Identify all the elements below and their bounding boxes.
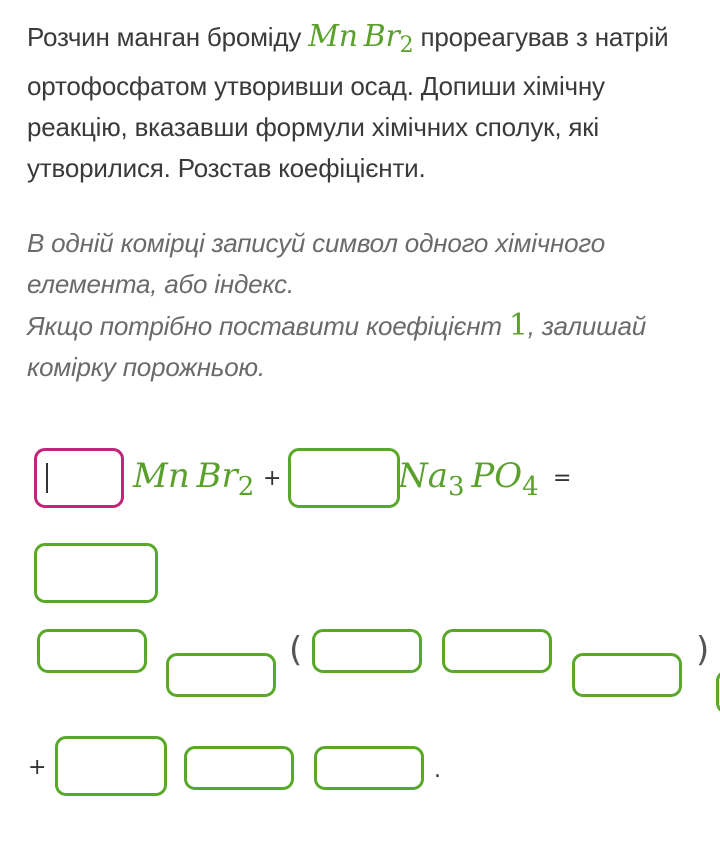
period: . [434,758,441,783]
element-input-4[interactable] [184,746,294,790]
text-caret [46,463,48,493]
close-parenthesis: ) [696,630,710,670]
open-parenthesis: ( [289,630,303,670]
task-text-end: прореагував з натрій ортофосфатом утворивши осад. Допиши хімічну реакцію, вказавши формули хімічних сполук, які утворилися. Розстав коефіцієнти. [27,22,669,183]
task-text [27,16,707,189]
element-input-1[interactable] [37,629,147,673]
element-input-2[interactable] [312,629,422,673]
coefficient-input-product1[interactable] [34,543,158,603]
coefficient-input-product2[interactable] [55,736,167,796]
plus-sign: + [263,466,282,491]
coefficient-input-na3po4[interactable] [288,448,400,508]
task-text-start: Розчин манган броміду [27,22,302,52]
element-input-5[interactable] [314,746,424,790]
plus-sign-2: + [28,755,47,780]
hint-line-2: Якщо потрібно поставити коефіцієнт [27,311,502,341]
formula-mnbr2-equation: Mn $Br_2$ [133,456,255,502]
hint-coefficient: 1 [508,308,528,343]
index-input-1[interactable] [166,653,276,697]
coefficient-input-mnbr2[interactable] [34,448,124,508]
hint-text [27,223,687,388]
index-input-3-partial[interactable] [716,670,720,714]
hint-line-1: В одній комірці записуй символ одного хімічного елемента, або індекс. [27,228,606,299]
element-input-3[interactable] [442,629,552,673]
formula-mnbr2: Mn $Br_2$ [308,19,414,58]
formula-na3po4: $Na_3$ $PO_4$ [398,456,539,502]
hint-line-2-end: , залишай комірку порожньою. [27,311,647,382]
equals-sign: = [553,466,572,491]
index-input-2[interactable] [572,653,682,697]
